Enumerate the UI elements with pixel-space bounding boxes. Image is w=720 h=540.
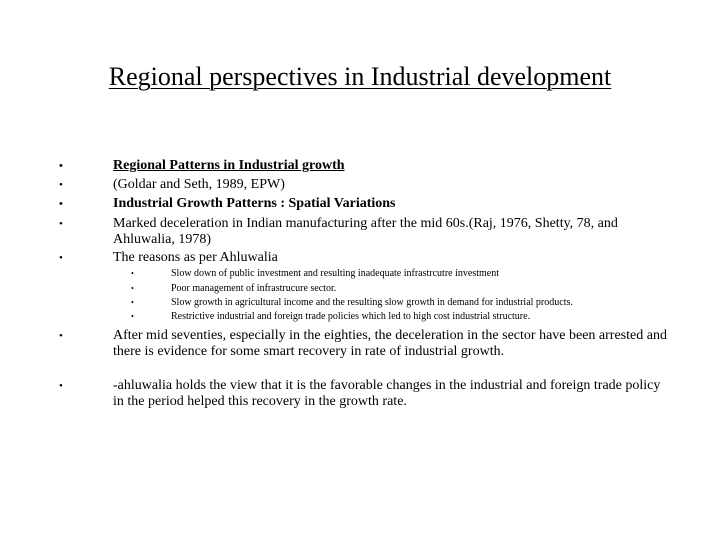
sub-bullet-text: Slow down of public investment and resulting inadequate infrastrcutre investment (171, 268, 499, 279)
bullet-text: Regional Patterns in Industrial growth (113, 158, 345, 173)
bullet-dot-icon: • (59, 252, 63, 264)
bullet-dot-icon: • (59, 330, 63, 342)
sub-bullet-dot-icon: • (131, 269, 134, 278)
bullet-dot-icon: • (59, 380, 63, 392)
bullet-item (59, 216, 668, 248)
bullet-item (59, 378, 668, 410)
sub-bullet-dot-icon: • (131, 298, 134, 307)
bullet-text: -ahluwalia holds the view that it is the favorable changes in the industrial and foreign trade policy in the period helped this recovery in the growth rate. (113, 378, 661, 409)
bullet-dot-icon: • (59, 198, 63, 210)
slide-title: Regional perspectives in Industrial development (108, 62, 612, 91)
bullet-text: The reasons as per Ahluwalia (113, 250, 278, 265)
bullet-text: Industrial Growth Patterns : Spatial Variations (113, 196, 396, 211)
bullet-item (59, 196, 668, 212)
bullet-dot-icon: • (59, 160, 63, 172)
bullet-text: (Goldar and Seth, 1989, EPW) (113, 177, 285, 192)
bullet-text: Marked deceleration in Indian manufacturing after the mid 60s.(Raj, 1976, Shetty, 78, and Ahluwalia, 1978) (113, 216, 618, 247)
sub-bullet-text: Restrictive industrial and foreign trade policies which led to high cost industrial structure. (171, 311, 531, 322)
sub-bullet-dot-icon: • (131, 284, 134, 293)
sub-bullet-text: Poor management of infrastrucure sector. (171, 283, 337, 294)
bullet-dot-icon: • (59, 179, 63, 191)
sub-bullet-item (131, 297, 691, 309)
sub-bullet-text: Slow growth in agricultural income and the resulting slow growth in demand for industrial products. (171, 297, 573, 308)
sub-bullet-dot-icon: • (131, 312, 134, 321)
bullet-dot-icon: • (59, 218, 63, 230)
bullet-item (59, 250, 668, 266)
sub-bullet-item (131, 311, 691, 323)
bullet-item (59, 158, 668, 174)
bullet-text: After mid seventies, especially in the eighties, the deceleration in the sector have been arrested and there is evidence for some smart recovery in rate of industrial growth. (113, 328, 667, 359)
sub-bullet-item (131, 283, 691, 295)
sub-bullet-item (131, 268, 691, 280)
bullet-item (59, 328, 668, 360)
bullet-item (59, 177, 668, 193)
